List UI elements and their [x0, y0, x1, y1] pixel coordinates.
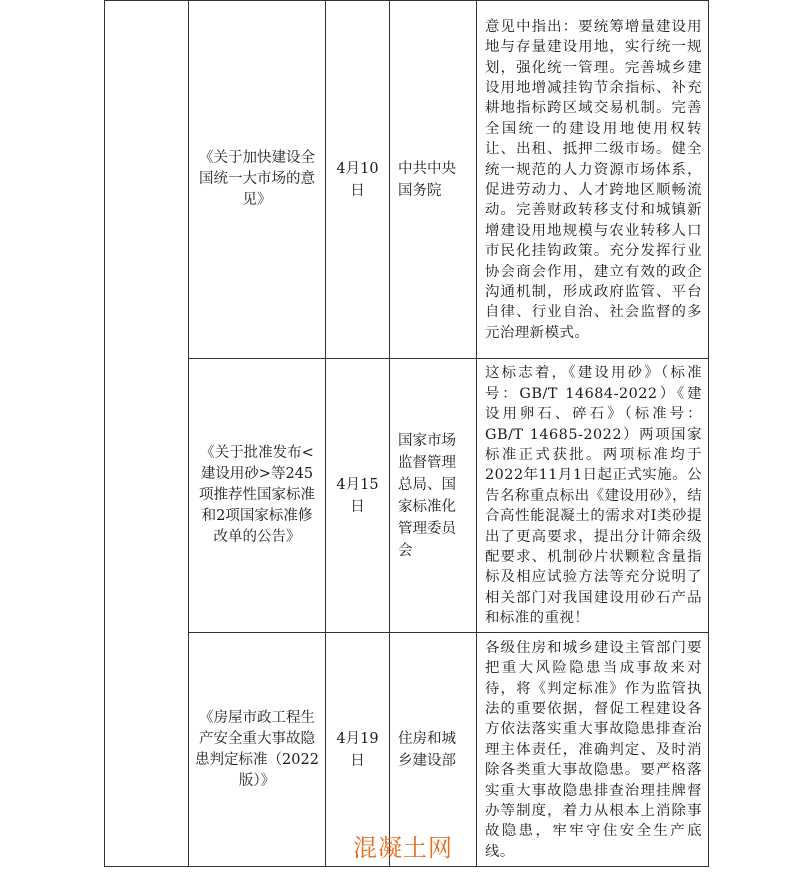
table-row — [105, 1, 709, 359]
issuing-agency: 国家市场监督管理总局、国家标准化管理委员会 — [398, 432, 456, 559]
date-cell — [326, 359, 390, 633]
issuer-cell — [390, 359, 477, 633]
policy-table — [104, 0, 709, 867]
title-cell — [189, 359, 326, 633]
title-cell — [189, 1, 326, 359]
date-cell — [326, 1, 390, 359]
document-title: 《关于批准发布<建设用砂>等245项推荐性国家标准和2项国家标准修改单的公告》 — [199, 445, 315, 545]
issuing-agency: 中共中央国务院 — [398, 160, 456, 199]
document-summary: 各级住房和城乡建设主管部门要把重大风险隐患当成事故来对待，将《判定标准》作为监管执法的重要依据，督促工程建设各方依法落实重大事故隐患排查治理主体责任，准确判定、及时消除各类重大事故隐患。要严格落实重大事故隐患排查治理挂牌督办等制度，着力从根本上消除事故隐患，牢牢守住安全生产底线。 — [485, 639, 702, 860]
summary-cell — [477, 359, 709, 633]
document-summary: 这标志着，《建设用砂》（标准号：GB/T 14684-2022）《建设用卵石、碎石》（标准号：GB/T 14685-2022）两项国家标准正式获批。两项标准均于2022年11月1日起正式实施。公告名称重点标出《建设用砂》，结合高性能混凝土的需求对Ⅰ类砂提出了更高要求，提出分计筛余级配要求、机制砂片状颗粒含量指标及相应试验方法等充分说明了相关部门对我国建设用砂石产品和标准的重视！ — [485, 365, 702, 627]
document-title: 《关于加快建设全国统一大市场的意见》 — [199, 150, 315, 208]
watermark-logo-text: 混凝土网 — [353, 834, 453, 862]
issuing-agency: 住房和城乡建设部 — [398, 730, 456, 769]
issuer-cell — [390, 1, 477, 359]
document-summary: 意见中指出：要统筹增量建设用地与存量建设用地，实行统一规划，强化统一管理。完善城乡建设用地增减挂钩节余指标、补充耕地指标跨区域交易机制。完善全国统一的建设用地使用权转让、出租、抵押二级市场。健全统一规范的人力资源市场体系，促进劳动力、人才跨地区顺畅流动。完善财政转移支付和城镇新增建设用地规模与农业转移人口市民化挂钩政策。充分发挥行业协会商会作用，建立有效的政企沟通机制，形成政府监管、平台自律、行业自治、社会监督的多元治理新模式。 — [485, 18, 702, 341]
document-title: 《房屋市政工程生产安全重大事故隐患判定标准（2022版）》 — [195, 709, 319, 789]
release-date: 4月19日 — [336, 730, 379, 769]
release-date: 4月10日 — [336, 160, 379, 199]
release-date: 4月15日 — [336, 476, 379, 515]
table-row — [105, 359, 709, 633]
empty-left-column — [105, 1, 189, 867]
summary-cell — [477, 1, 709, 359]
summary-cell — [477, 633, 709, 867]
title-cell — [189, 633, 326, 867]
